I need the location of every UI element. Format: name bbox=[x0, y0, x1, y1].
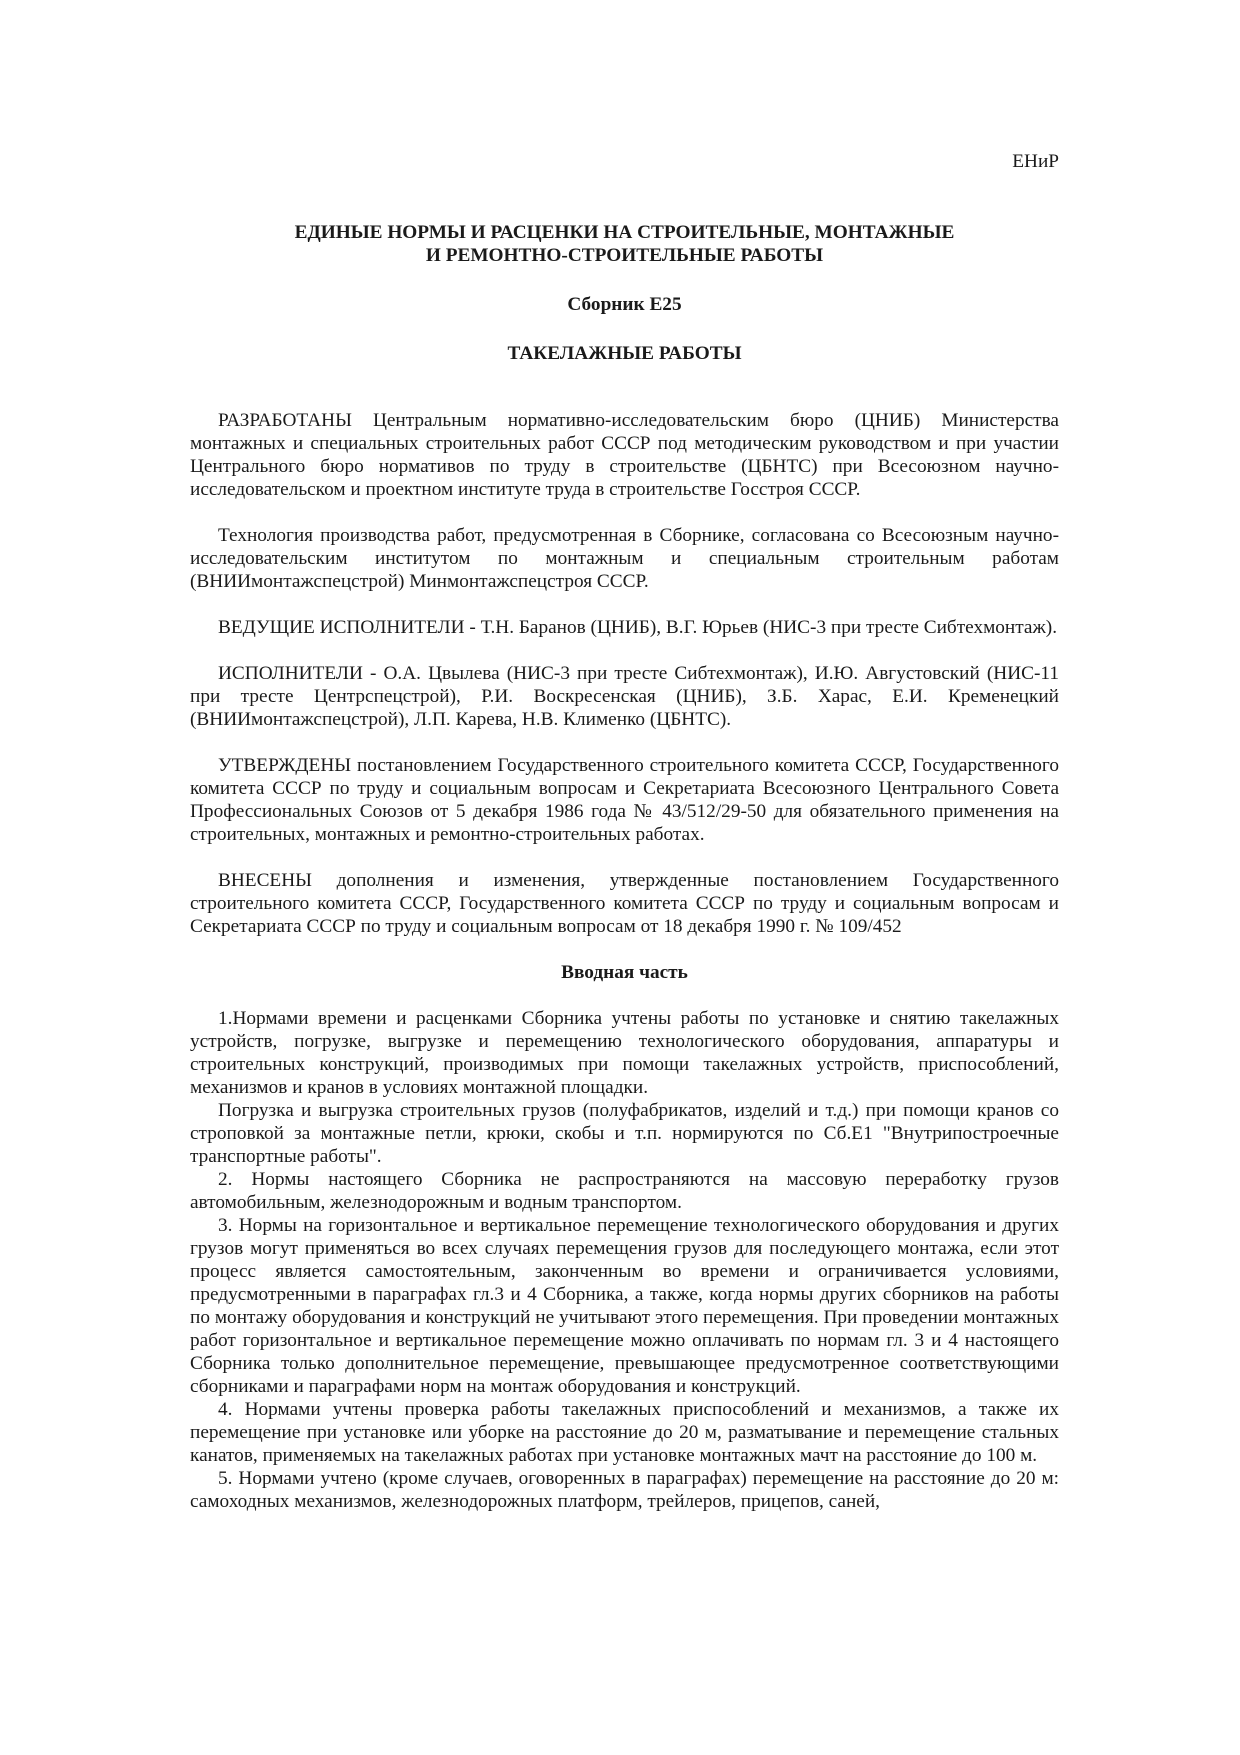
document-title-line-1: ЕДИНЫЕ НОРМЫ И РАСЦЕНКИ НА СТРОИТЕЛЬНЫЕ, МОНТАЖНЫЕ bbox=[294, 222, 955, 243]
intro-paragraph-5: 5. Нормами учтено (кроме случаев, оговоренных в параграфах) перемещение на расстояние до 20 м: самоходных механизмов, железнодорожных платформ, трейлеров, прицепов, саней, bbox=[190, 1468, 1059, 1512]
intro-paragraph-1: 1.Нормами времени и расценками Сборника учтены работы по установке и снятию такелажных устройств, погрузке, выгрузке и перемещению технологического оборудования, аппаратуры и строительных конструкций, производимых при помощи такелажных устройств, приспособлений, механизмов и кранов в условиях монтажной площадки. bbox=[190, 1008, 1059, 1098]
preamble-developed: РАЗРАБОТАНЫ Центральным нормативно-исследовательским бюро (ЦНИБ) Министерства монтажных и специальных строительных работ СССР под методическим руководством и при участии Центрального бюро нормативов по труду в строительстве (ЦБНТС) при Всесоюзном научно-исследовательском и проектном институте труда в строительстве Госстроя СССР. bbox=[190, 410, 1059, 500]
intro-paragraph-4: 4. Нормами учтены проверка работы такелажных приспособлений и механизмов, а также их перемещение при установке или уборке на расстояние до 20 м, разматывание и перемещение стальных канатов, применяемых на такелажных работах при установке монтажных мачт на расстояние до 100 м. bbox=[190, 1399, 1059, 1466]
collection-title: Сборник Е25 bbox=[567, 294, 682, 315]
intro-paragraph-3: 3. Нормы на горизонтальное и вертикальное перемещение технологического оборудования и других грузов могут применяться во всех случаях перемещения грузов для последующего монтажа, если этот процесс является самостоятельным, законченным во времени и ограничивается условиями, предусмотренными в параграфах гл.3 и 4 Сборника, а также, когда нормы других сборников на работы по монтажу оборудования и конструкций не учитывают этого перемещения. При проведении монтажных работ горизонтальное и вертикальное перемещение можно оплачивать по нормам гл. 3 и 4 настоящего Сборника только дополнительное перемещение, превышающее предусмотренное соответствующими сборниками и параграфами норм на монтаж оборудования и конструкций. bbox=[190, 1215, 1059, 1397]
document-title bbox=[190, 221, 1059, 267]
preamble-amendments: ВНЕСЕНЫ дополнения и изменения, утвержденные постановлением Государственного строительного комитета СССР, Государственного комитета СССР по труду и социальным вопросам и Секретариата СССР по труду и социальным вопросам от 18 декабря 1990 г. № 109/452 bbox=[190, 870, 1059, 937]
preamble-executors: ИСПОЛНИТЕЛИ - О.А. Цвылева (НИС-3 при тресте Сибтехмонтаж), И.Ю. Августовский (НИС-11 при тресте Центрспецстрой), Р.И. Воскресенская (ЦНИБ), З.Б. Харас, Е.И. Кременецкий (ВНИИмонтажспецстрой), Л.П. Карева, Н.В. Клименко (ЦБНТС). bbox=[190, 663, 1059, 730]
intro-paragraph-1a: Погрузка и выгрузка строительных грузов (полуфабрикатов, изделий и т.д.) при помощи кранов со строповкой за монтажные петли, крюки, скобы и т.п. нормируются по Сб.Е1 "Внутрипостроечные транспортные работы". bbox=[190, 1100, 1059, 1167]
intro-paragraph-2: 2. Нормы настоящего Сборника не распространяются на массовую переработку грузов автомобильным, железнодорожным и водным транспортом. bbox=[190, 1169, 1059, 1213]
section-title: ТАКЕЛАЖНЫЕ РАБОТЫ bbox=[507, 343, 742, 364]
preamble-lead-executors: ВЕДУЩИЕ ИСПОЛНИТЕЛИ - Т.Н. Баранов (ЦНИБ), В.Г. Юрьев (НИС-3 при тресте Сибтехмонтаж). bbox=[218, 617, 1058, 638]
document-code: ЕНиР bbox=[1012, 151, 1059, 172]
document-page bbox=[190, 130, 1059, 1513]
intro-heading: Вводная часть bbox=[561, 962, 688, 983]
preamble-technology: Технология производства работ, предусмотренная в Сборнике, согласована со Всесоюзным научно-исследовательским институтом по монтажным и специальным строительным работам (ВНИИмонтажспецстрой) Минмонтажспецстроя СССР. bbox=[190, 525, 1059, 592]
document-title-line-2: И РЕМОНТНО-СТРОИТЕЛЬНЫЕ РАБОТЫ bbox=[425, 245, 824, 266]
preamble-approved: УТВЕРЖДЕНЫ постановлением Государственного строительного комитета СССР, Государственного комитета СССР по труду и социальным вопросам и Секретариата Всесоюзного Центрального Совета Профессиональных Союзов от 5 декабря 1986 года № 43/512/29-50 для обязательного применения на строительных, монтажных и ремонтно-строительных работах. bbox=[190, 755, 1059, 845]
